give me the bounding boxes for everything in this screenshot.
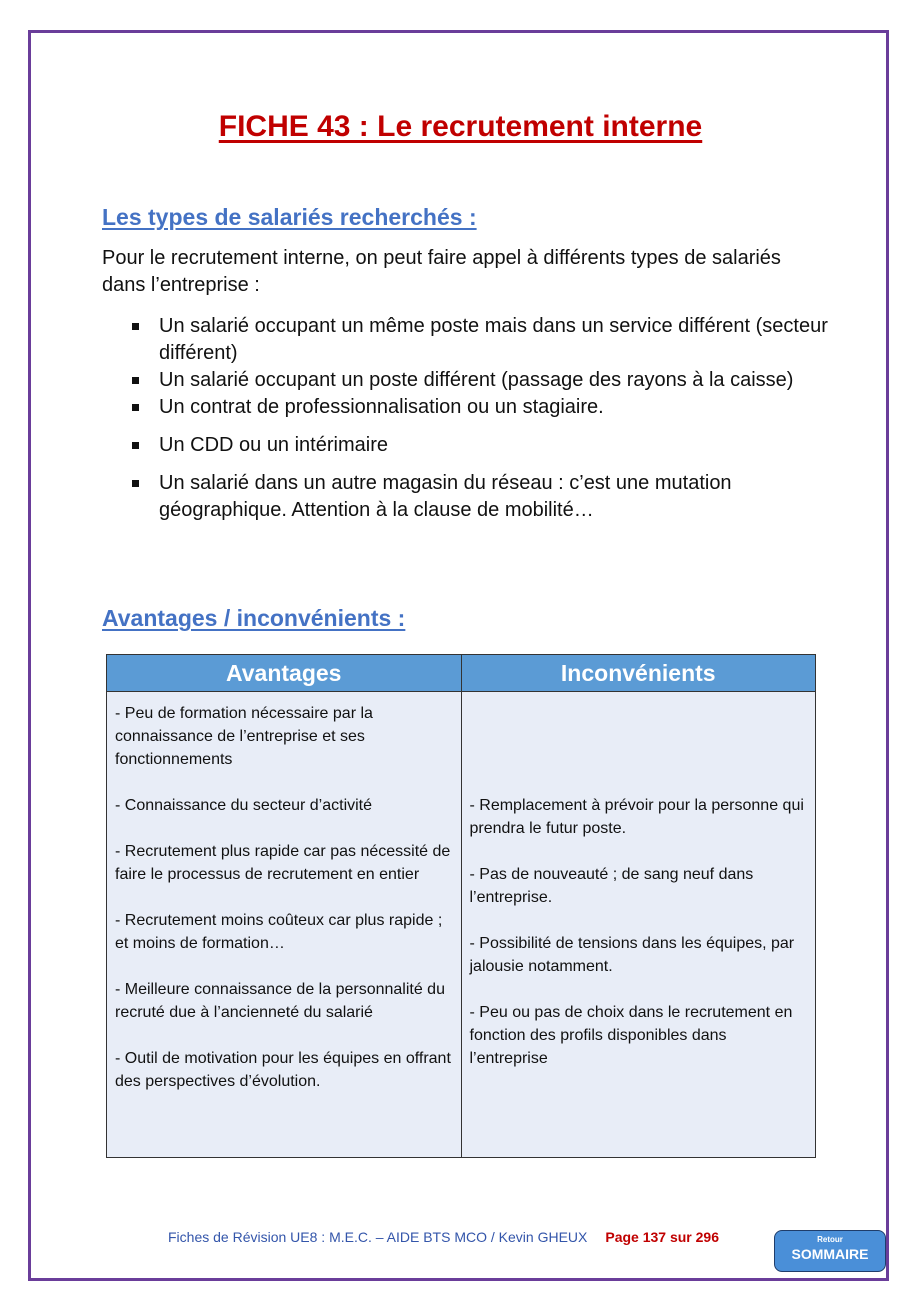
disadvantage-item: - Pas de nouveauté ; de sang neuf dans l’entreprise. bbox=[469, 866, 754, 906]
types-list bbox=[130, 313, 830, 524]
advantages-cell bbox=[107, 692, 462, 1158]
bullet-square-icon bbox=[132, 480, 139, 487]
disadvantage-item: - Peu ou pas de choix dans le recrutement en fonction des profils disponibles dans l’entreprise bbox=[469, 1004, 793, 1067]
disadvantage-item: - Possibilité de tensions dans les équipes, par jalousie notamment. bbox=[469, 935, 795, 975]
bullet-square-icon bbox=[132, 442, 139, 449]
advantage-item: - Recrutement moins coûteux car plus rapide ; et moins de formation… bbox=[115, 912, 443, 952]
page-footer bbox=[168, 1229, 719, 1245]
table-header-row bbox=[107, 655, 816, 692]
footer-text: Fiches de Révision UE8 : M.E.C. – AIDE BTS MCO / Kevin GHEUX bbox=[168, 1229, 588, 1245]
bullet-square-icon bbox=[132, 377, 139, 384]
disadvantages-column-header: Inconvénients bbox=[461, 655, 816, 692]
section-heading-pros-cons: Avantages / inconvénients : bbox=[102, 605, 406, 631]
bullet-square-icon bbox=[132, 404, 139, 411]
advantage-item: - Connaissance du secteur d’activité bbox=[115, 797, 373, 814]
section-heading-types: Les types de salariés recherchés : bbox=[102, 204, 477, 230]
page-number: Page 137 sur 296 bbox=[605, 1229, 719, 1245]
disadvantages-cell bbox=[461, 692, 816, 1158]
list-item: Un salarié dans un autre magasin du réseau : c’est une mutation géographique. Attention à la clause de mobilité… bbox=[130, 470, 830, 524]
bullet-square-icon bbox=[132, 323, 139, 330]
retour-label: Retour bbox=[817, 1235, 843, 1244]
advantage-item: - Outil de motivation pour les équipes en offrant des perspectives d’évolution. bbox=[115, 1050, 451, 1090]
intro-paragraph: Pour le recrutement interne, on peut faire appel à différents types de salariés dans l’entreprise : bbox=[102, 247, 781, 296]
list-item: Un contrat de professionnalisation ou un stagiaire. bbox=[130, 394, 830, 421]
list-item: Un salarié occupant un poste différent (passage des rayons à la caisse) bbox=[130, 367, 830, 394]
list-item: Un salarié occupant un même poste mais dans un service différent (secteur différent) bbox=[130, 313, 830, 367]
sommaire-label: SOMMAIRE bbox=[791, 1246, 869, 1262]
retour-sommaire-button[interactable] bbox=[774, 1230, 886, 1272]
pros-cons-table bbox=[106, 654, 816, 1158]
disadvantage-item: - Remplacement à prévoir pour la personne qui prendra le futur poste. bbox=[469, 797, 804, 837]
page-title: FICHE 43 : Le recrutement interne bbox=[218, 110, 703, 143]
advantage-item: - Peu de formation nécessaire par la connaissance de l’entreprise et ses fonctionnements bbox=[115, 705, 373, 768]
list-item: Un CDD ou un intérimaire bbox=[130, 432, 830, 459]
table-row bbox=[107, 692, 816, 1158]
advantage-item: - Meilleure connaissance de la personnalité du recruté due à l’ancienneté du salarié bbox=[115, 981, 445, 1021]
advantage-item: - Recrutement plus rapide car pas nécessité de faire le processus de recrutement en entier bbox=[115, 843, 451, 883]
advantages-column-header: Avantages bbox=[107, 655, 462, 692]
